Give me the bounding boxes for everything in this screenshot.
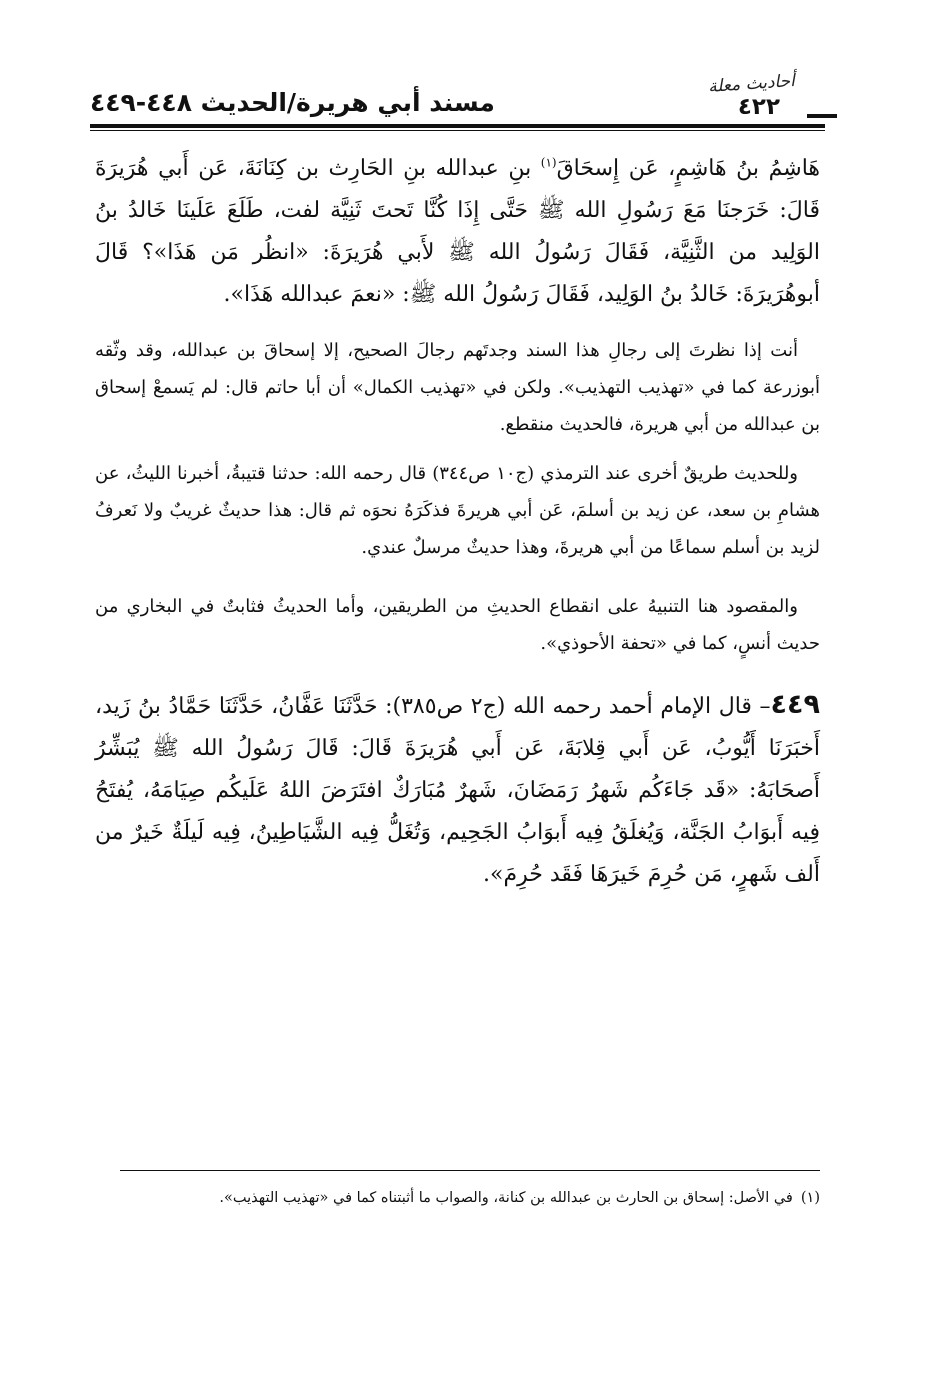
hadith-number: ٤٤٩ xyxy=(770,689,820,720)
commentary-paragraph-3: والمقصود هنا التنبيهُ على انقطاع الحديثِ من الطريقين، وأما الحديثُ فثابتٌ في البخاري من حديث أنسٍ، كما في «تحفة الأحوذي». xyxy=(95,596,820,654)
hadith-449-text: – قال الإمام أحمد رحمه الله (ج٢ ص٣٨٥): حَدَّثَنَا عَفَّانُ، حَدَّثَنَا حَمَّادُ بنُ زَيد، أَخبَرَنَا أَيُّوبُ، عَن أَبي قِلابَةَ، عَن أَبي هُرَيرَةَ قَالَ: قَالَ رَسُولُ الله ﷺ يُبَشِّرُ أَصحَابَهُ: «قَد جَاءَكُم شَهرُ رَمَضَانَ، شَهرٌ مُبَارَكٌ افتَرَضَ اللهُ عَلَيكُم صِيَامَهُ، يُفتَحُ فِيه أَبوَابُ الجَنَّة، وَيُغلَقُ فِيه أَبوَابُ الجَحِيم، وَتُغَلُّ فِيه الشَّيَاطِينُ، فِيه لَيلَةٌ خَيرٌ من أَلف شَهرٍ، مَن حُرِمَ خَيرَهَا فَقَد حُرِمَ». xyxy=(95,694,820,887)
running-title: مسند أبي هريرة/الحديث ٤٤٨-٤٤٩ xyxy=(90,88,495,117)
page-number-dash xyxy=(807,114,837,118)
page-header xyxy=(90,70,825,130)
spacer xyxy=(95,443,820,455)
hadith-448-tail: هَاشِمُ بنُ هَاشِمٍ، عَن إِسحَاقَ xyxy=(556,156,820,181)
hadith-449 xyxy=(95,684,820,896)
handwritten-note: أحاديث معلة xyxy=(707,70,796,98)
footnote-marker: (١) xyxy=(800,1190,820,1206)
spacer xyxy=(95,566,820,588)
footnote-reference[interactable]: (١) xyxy=(540,155,557,170)
hadith-448-text: بنِ عبدالله بنِ الحَارِث بن كِنَانَةَ، عَن أَبي هُرَيرَةَ قَالَ: خَرَجنَا مَعَ رَسُولِ الله ﷺ حَتَّى إِذَا كُنَّا تَحتَ ثَنِيَّة لفت، طَلَعَ عَلَينَا خَالدُ بنُ الوَلِيد من الثَّنِيَّة، فَقَالَ رَسُولُ الله ﷺ لأَبي هُرَيرَةَ: «انظُر مَن هَذَا»؟ قَالَ أبوهُرَيرَةَ: خَالدُ بنُ الوَلِيد، فَقَالَ رَسُولُ الله ﷺ: «نعمَ عبدالله هَذَا». xyxy=(95,156,820,307)
commentary-paragraph-2: وللحديث طريقٌ أخرى عند الترمذي (ج١٠ ص٣٤٤) قال رحمه الله: حدثنا قتيبةُ، أخبرنا الليثُ، عن هشامِ بن سعد، عن زيد بن أسلمَ، عَن أبي هريرةَ فذكَرَهُ نحوَه ثم قال: هذا حديثٌ غريبٌ ولا نَعرفُ لزيد بن أسلم سماعًا من أبي هريرةَ، وهذا حديثٌ مرسلٌ عندي. xyxy=(95,463,820,558)
hadith-448-continuation xyxy=(95,148,820,316)
header-rule xyxy=(90,124,825,128)
footnote-separator xyxy=(120,1170,820,1171)
spacer xyxy=(95,316,820,332)
page-body xyxy=(95,148,820,896)
commentary-paragraph-1: أنت إذا نظرتَ إلى رجالِ هذا السند وجدتَهم رجالَ الصحيح، إلا إسحاقَ بن عبدالله، وقد وثّقه أبوزرعة كما في «تهذيب التهذيب». ولكن في «تهذيب الكمال» أن أبا حاتم قال: لم يَسمعْ إسحاق بن عبدالله من أبي هريرة، فالحديث منقطع. xyxy=(95,340,820,435)
spacer xyxy=(95,662,820,684)
footnote xyxy=(110,1186,820,1210)
footnote-text: في الأصل: إسحاق بن الحارث بن عبدالله بن كنانة، والصواب ما أثبتناه كما في «تهذيب التهذيب». xyxy=(219,1190,793,1206)
page-number: ٤٢٢ xyxy=(737,94,780,120)
header-rule-thin xyxy=(90,130,825,131)
